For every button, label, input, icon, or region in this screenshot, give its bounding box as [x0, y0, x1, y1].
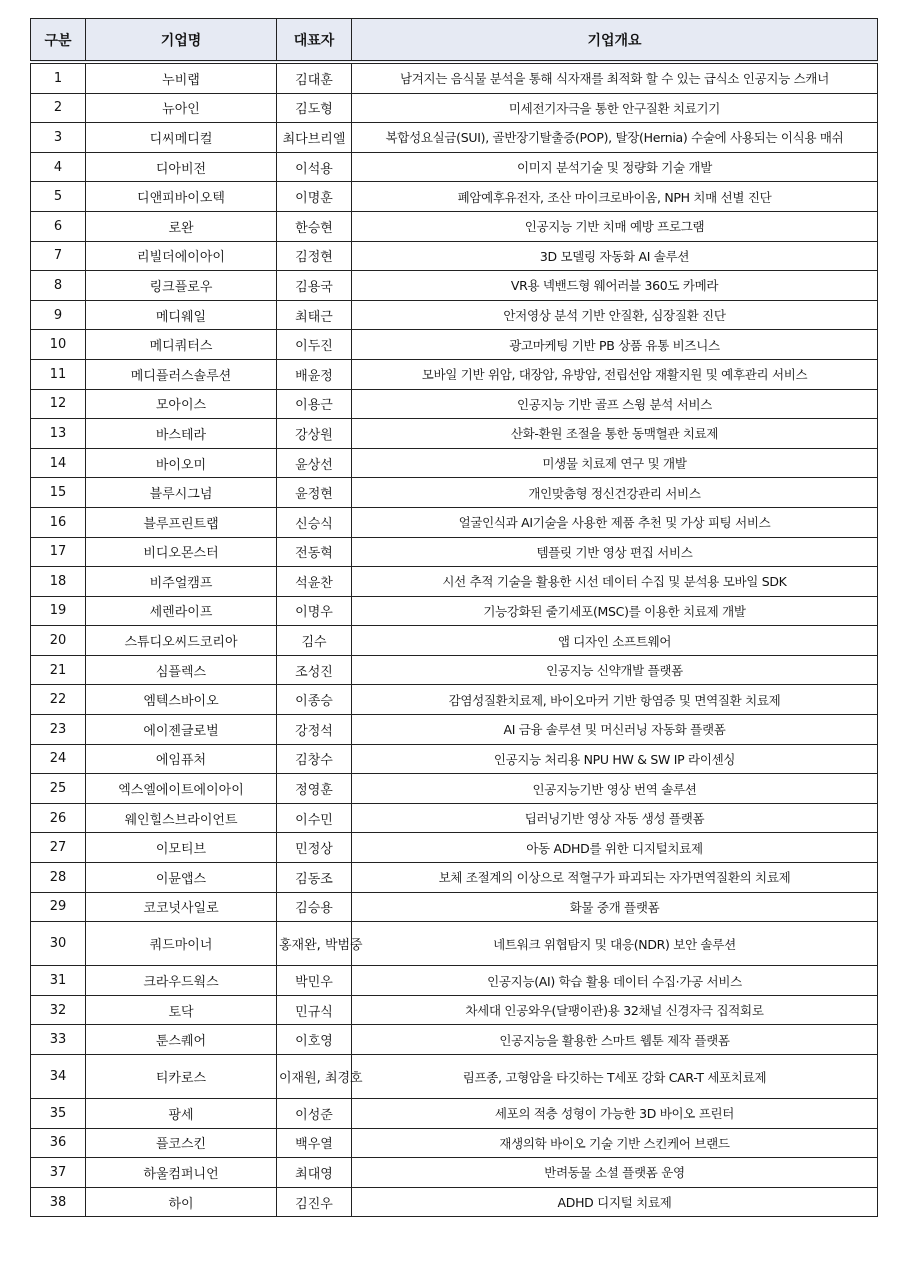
company-description: 얼굴인식과 AI기술을 사용한 제품 추천 및 가상 피팅 서비스 [352, 507, 878, 537]
row-number: 35 [31, 1099, 86, 1129]
row-number: 29 [31, 892, 86, 922]
ceo-name: 이석용 [277, 152, 352, 182]
company-name: 플코스킨 [86, 1128, 277, 1158]
header-company: 기업명 [86, 19, 277, 63]
company-description: 림프종, 고형암을 타깃하는 T세포 강화 CAR-T 세포치료제 [352, 1055, 878, 1099]
table-row [31, 507, 878, 537]
table-row [31, 1187, 878, 1217]
ceo-name: 석윤찬 [277, 567, 352, 597]
company-name: 링크플로우 [86, 271, 277, 301]
ceo-name: 이명우 [277, 596, 352, 626]
company-name: 스튜디오씨드코리아 [86, 626, 277, 656]
company-description: 모바일 기반 위암, 대장암, 유방암, 전립선암 재활지원 및 예후관리 서비스 [352, 359, 878, 389]
row-number: 27 [31, 833, 86, 863]
company-description: 감염성질환치료제, 바이오마커 기반 항염증 및 면역질환 치료제 [352, 685, 878, 715]
header-no: 구분 [31, 19, 86, 63]
row-number: 21 [31, 655, 86, 685]
ceo-name: 김수 [277, 626, 352, 656]
company-name: 메디웨일 [86, 300, 277, 330]
ceo-name: 최태근 [277, 300, 352, 330]
company-name: 팡세 [86, 1099, 277, 1129]
row-number: 32 [31, 995, 86, 1025]
table-row [31, 1158, 878, 1188]
ceo-name: 홍재완, 박범중 [277, 922, 352, 966]
ceo-name: 이재원, 최경호 [277, 1055, 352, 1099]
company-name: 뉴아인 [86, 93, 277, 123]
row-number: 36 [31, 1128, 86, 1158]
company-description: 인공지능기반 영상 번역 솔루션 [352, 774, 878, 804]
company-description: 이미지 분석기술 및 정량화 기술 개발 [352, 152, 878, 182]
table-row [31, 448, 878, 478]
table-row [31, 774, 878, 804]
company-name: 토닥 [86, 995, 277, 1025]
table-body [31, 62, 878, 1217]
company-name: 바스테라 [86, 419, 277, 449]
company-description: 미생물 치료제 연구 및 개발 [352, 448, 878, 478]
company-name: 블루시그넘 [86, 478, 277, 508]
company-description: 산화-환원 조절을 통한 동맥혈관 치료제 [352, 419, 878, 449]
company-name: 블루프린트랩 [86, 507, 277, 537]
company-description: 복합성요실금(SUI), 골반장기탈출증(POP), 탈장(Hernia) 수술에 사용되는 이식용 매쉬 [352, 123, 878, 153]
table-row [31, 62, 878, 93]
header-description: 기업개요 [352, 19, 878, 63]
company-description: 광고마케팅 기반 PB 상품 유통 비즈니스 [352, 330, 878, 360]
company-name: 심플렉스 [86, 655, 277, 685]
table-row [31, 1025, 878, 1055]
company-name: 메디플러스솔루션 [86, 359, 277, 389]
company-name: 누비랩 [86, 62, 277, 93]
row-number: 23 [31, 715, 86, 745]
company-name: 디앤피바이오텍 [86, 182, 277, 212]
company-description: 미세전기자극을 통한 안구질환 치료기기 [352, 93, 878, 123]
table-row [31, 685, 878, 715]
row-number: 24 [31, 744, 86, 774]
row-number: 14 [31, 448, 86, 478]
row-number: 17 [31, 537, 86, 567]
row-number: 9 [31, 300, 86, 330]
row-number: 7 [31, 241, 86, 271]
company-name: 에임퓨처 [86, 744, 277, 774]
row-number: 4 [31, 152, 86, 182]
ceo-name: 백우열 [277, 1128, 352, 1158]
table-row [31, 715, 878, 745]
table-row [31, 478, 878, 508]
table-row [31, 596, 878, 626]
company-name: 쿼드마이너 [86, 922, 277, 966]
table-row [31, 93, 878, 123]
table-row [31, 241, 878, 271]
company-description: 개인맞춤형 정신건강관리 서비스 [352, 478, 878, 508]
company-name: 바이오미 [86, 448, 277, 478]
company-name: 로완 [86, 211, 277, 241]
row-number: 31 [31, 966, 86, 996]
company-name: 모아이스 [86, 389, 277, 419]
table-row [31, 655, 878, 685]
company-name: 이모티브 [86, 833, 277, 863]
row-number: 33 [31, 1025, 86, 1055]
row-number: 18 [31, 567, 86, 597]
company-name: 웨인힐스브라이언트 [86, 803, 277, 833]
header-ceo: 대표자 [277, 19, 352, 63]
company-description: 차세대 인공와우(달팽이관)용 32채널 신경자극 집적회로 [352, 995, 878, 1025]
company-description: 인공지능을 활용한 스마트 웹툰 제작 플랫폼 [352, 1025, 878, 1055]
company-name: 비주얼캠프 [86, 567, 277, 597]
ceo-name: 신승식 [277, 507, 352, 537]
ceo-name: 이호영 [277, 1025, 352, 1055]
table-row [31, 271, 878, 301]
table-row [31, 863, 878, 893]
table-header-row [31, 19, 878, 63]
ceo-name: 이명훈 [277, 182, 352, 212]
table-row [31, 123, 878, 153]
company-name: 툰스퀘어 [86, 1025, 277, 1055]
row-number: 19 [31, 596, 86, 626]
ceo-name: 김진우 [277, 1187, 352, 1217]
company-description: 딥러닝기반 영상 자동 생성 플랫폼 [352, 803, 878, 833]
company-name: 엑스엘에이트에이아이 [86, 774, 277, 804]
ceo-name: 김승용 [277, 892, 352, 922]
company-description: 템플릿 기반 영상 편집 서비스 [352, 537, 878, 567]
row-number: 10 [31, 330, 86, 360]
company-description: 시선 추적 기술을 활용한 시선 데이터 수집 및 분석용 모바일 SDK [352, 567, 878, 597]
row-number: 38 [31, 1187, 86, 1217]
company-name: 티카로스 [86, 1055, 277, 1099]
row-number: 11 [31, 359, 86, 389]
row-number: 8 [31, 271, 86, 301]
company-name: 하울컴퍼니언 [86, 1158, 277, 1188]
company-name: 이뮨앱스 [86, 863, 277, 893]
table-row [31, 419, 878, 449]
company-name: 메디쿼터스 [86, 330, 277, 360]
company-description: 화물 중개 플랫폼 [352, 892, 878, 922]
ceo-name: 이두진 [277, 330, 352, 360]
company-name: 세렌라이프 [86, 596, 277, 626]
row-number: 37 [31, 1158, 86, 1188]
ceo-name: 이종승 [277, 685, 352, 715]
table-row [31, 1055, 878, 1099]
company-description: VR용 넥밴드형 웨어러블 360도 카메라 [352, 271, 878, 301]
ceo-name: 윤상선 [277, 448, 352, 478]
company-name: 디아비전 [86, 152, 277, 182]
table-row [31, 892, 878, 922]
company-description: 보체 조절계의 이상으로 적혈구가 파괴되는 자가면역질환의 치료제 [352, 863, 878, 893]
row-number: 5 [31, 182, 86, 212]
company-name: 하이 [86, 1187, 277, 1217]
ceo-name: 최대영 [277, 1158, 352, 1188]
ceo-name: 강정석 [277, 715, 352, 745]
table-row [31, 995, 878, 1025]
table-row [31, 182, 878, 212]
company-description: 안저영상 분석 기반 안질환, 심장질환 진단 [352, 300, 878, 330]
row-number: 34 [31, 1055, 86, 1099]
company-table [30, 18, 878, 1217]
ceo-name: 김동조 [277, 863, 352, 893]
company-description: ADHD 디지털 치료제 [352, 1187, 878, 1217]
row-number: 2 [31, 93, 86, 123]
table-row [31, 330, 878, 360]
ceo-name: 김창수 [277, 744, 352, 774]
ceo-name: 이성준 [277, 1099, 352, 1129]
company-description: 인공지능(AI) 학습 활용 데이터 수집·가공 서비스 [352, 966, 878, 996]
table-row [31, 833, 878, 863]
company-name: 코코넛사일로 [86, 892, 277, 922]
ceo-name: 민규식 [277, 995, 352, 1025]
company-name: 리빌더에이아이 [86, 241, 277, 271]
table-row [31, 1099, 878, 1129]
ceo-name: 배윤정 [277, 359, 352, 389]
company-description: 폐암예후유전자, 조산 마이크로바이옴, NPH 치매 선별 진단 [352, 182, 878, 212]
table-row [31, 389, 878, 419]
table-row [31, 966, 878, 996]
ceo-name: 윤정현 [277, 478, 352, 508]
ceo-name: 김대훈 [277, 62, 352, 93]
company-description: 아동 ADHD를 위한 디지털치료제 [352, 833, 878, 863]
ceo-name: 이용근 [277, 389, 352, 419]
row-number: 3 [31, 123, 86, 153]
row-number: 15 [31, 478, 86, 508]
row-number: 6 [31, 211, 86, 241]
table-row [31, 359, 878, 389]
table-row [31, 922, 878, 966]
company-description: 인공지능 처리용 NPU HW & SW IP 라이센싱 [352, 744, 878, 774]
ceo-name: 이수민 [277, 803, 352, 833]
table-row [31, 1128, 878, 1158]
row-number: 25 [31, 774, 86, 804]
company-name: 크라우드웍스 [86, 966, 277, 996]
row-number: 22 [31, 685, 86, 715]
company-description: 기능강화된 줄기세포(MSC)를 이용한 치료제 개발 [352, 596, 878, 626]
company-description: 3D 모델링 자동화 AI 솔루션 [352, 241, 878, 271]
table-row [31, 152, 878, 182]
row-number: 16 [31, 507, 86, 537]
ceo-name: 한승현 [277, 211, 352, 241]
ceo-name: 민정상 [277, 833, 352, 863]
row-number: 13 [31, 419, 86, 449]
ceo-name: 강상원 [277, 419, 352, 449]
ceo-name: 김도형 [277, 93, 352, 123]
company-description: 반려동물 소셜 플랫폼 운영 [352, 1158, 878, 1188]
table-row [31, 626, 878, 656]
ceo-name: 김정현 [277, 241, 352, 271]
company-name: 엠텍스바이오 [86, 685, 277, 715]
company-description: 인공지능 기반 치매 예방 프로그램 [352, 211, 878, 241]
company-description: 앱 디자인 소프트웨어 [352, 626, 878, 656]
ceo-name: 전동혁 [277, 537, 352, 567]
table-row [31, 537, 878, 567]
row-number: 28 [31, 863, 86, 893]
row-number: 1 [31, 62, 86, 93]
table-row [31, 803, 878, 833]
ceo-name: 박민우 [277, 966, 352, 996]
company-description: AI 금융 솔루션 및 머신러닝 자동화 플랫폼 [352, 715, 878, 745]
company-description: 세포의 적층 성형이 가능한 3D 바이오 프린터 [352, 1099, 878, 1129]
company-description: 재생의학 바이오 기술 기반 스킨케어 브랜드 [352, 1128, 878, 1158]
company-name: 비디오몬스터 [86, 537, 277, 567]
table-row [31, 211, 878, 241]
row-number: 30 [31, 922, 86, 966]
company-description: 남겨지는 음식물 분석을 통해 식자재를 최적화 할 수 있는 급식소 인공지능 스캐너 [352, 62, 878, 93]
row-number: 20 [31, 626, 86, 656]
company-description: 네트워크 위협탐지 및 대응(NDR) 보안 솔루션 [352, 922, 878, 966]
table-row [31, 744, 878, 774]
company-description: 인공지능 기반 골프 스윙 분석 서비스 [352, 389, 878, 419]
company-name: 에이젠글로벌 [86, 715, 277, 745]
row-number: 12 [31, 389, 86, 419]
ceo-name: 정영훈 [277, 774, 352, 804]
company-description: 인공지능 신약개발 플랫폼 [352, 655, 878, 685]
ceo-name: 조성진 [277, 655, 352, 685]
row-number: 26 [31, 803, 86, 833]
ceo-name: 김용국 [277, 271, 352, 301]
ceo-name: 최다브리엘 [277, 123, 352, 153]
table-row [31, 567, 878, 597]
table-row [31, 300, 878, 330]
company-name: 디씨메디컬 [86, 123, 277, 153]
